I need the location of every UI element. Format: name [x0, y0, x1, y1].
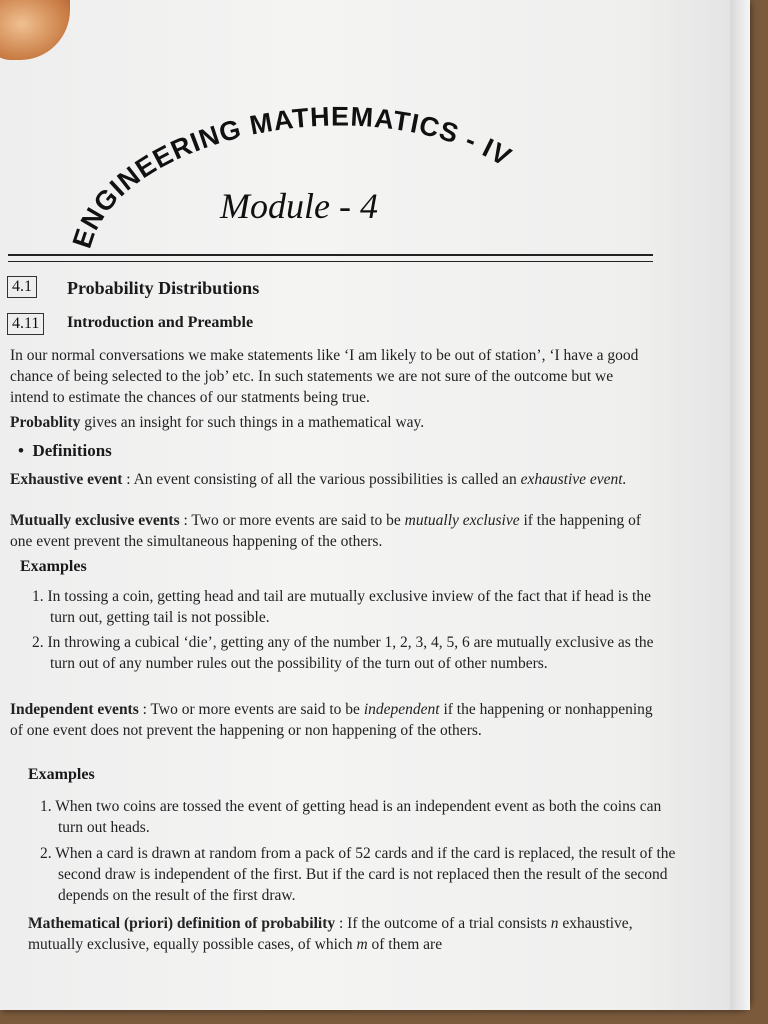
- independent-term: Independent events: [10, 701, 139, 718]
- mutual-text2: if the happening of one event prevent the simultaneous happening of the others.: [10, 512, 641, 550]
- arc-title-text: ENGINEERING MATHEMATICS - IV: [66, 101, 517, 252]
- arc-title: [60, 70, 600, 270]
- exhaustive-sep: :: [122, 471, 134, 488]
- section-number-4-11: 4.11: [7, 313, 44, 335]
- example-item: 1. In tossing a coin, getting head and tail are mutually exclusive inview of the fact that if head is the turn out, getting tail is not possible.: [32, 588, 651, 626]
- exhaustive-italic: exhaustive event.: [520, 471, 627, 488]
- section-title-4-1: Probability Distributions: [67, 278, 260, 298]
- mathematical-text3: of them are: [367, 936, 443, 953]
- header-rule-thick: [8, 254, 653, 256]
- example-item: 2. When a card is drawn at random from a pack of 52 cards and if the card is replaced, the result of the second draw is independent of the first. But if the card is not replaced then the result of the second depends on the result of the first draw.: [40, 845, 676, 904]
- probability-term: Probablity: [10, 414, 81, 431]
- mathematical-text1: If the outcome of a trial consists: [347, 915, 551, 932]
- section-number-4-1: 4.1: [7, 276, 37, 298]
- examples-heading-2: Examples: [28, 766, 95, 783]
- mutual-term: Mutually exclusive events: [10, 512, 180, 529]
- example-item: 1. When two coins are tossed the event of getting head is an independent event as both the coins can turn out heads.: [40, 798, 662, 836]
- exhaustive-term: Exhaustive event: [10, 471, 123, 488]
- mutual-text1: Two or more events are said to be: [191, 512, 405, 529]
- mathematical-definition: [28, 913, 660, 955]
- probability-paragraph: [10, 412, 655, 433]
- definitions-heading: [18, 441, 112, 461]
- mathematical-term: Mathematical (priori) definition of probability: [28, 915, 336, 932]
- independent-text2: if the happening or nonhappening of one event does not prevent the happening or non happening of the others.: [10, 701, 653, 739]
- independent-text1: Two or more events are said to be: [150, 701, 364, 718]
- mutual-italic: mutually exclusive: [404, 512, 520, 529]
- mathematical-sep: :: [335, 915, 348, 932]
- definitions-bullet: •: [18, 441, 24, 460]
- examples-heading-1: Examples: [20, 558, 87, 575]
- module-title: Module - 4: [220, 186, 378, 226]
- mathematical-text2: exhaustive, mutually exclusive, equally possible cases, of which: [28, 915, 633, 953]
- independent-sep: :: [138, 701, 151, 718]
- mutual-sep: :: [179, 512, 192, 529]
- exhaustive-text: An event consisting of all the various possibilities is called an: [133, 471, 521, 488]
- mutually-exclusive-definition: [10, 510, 655, 552]
- probability-text: gives an insight for such things in a mathematical way.: [80, 414, 425, 431]
- section-title-4-11: Introduction and Preamble: [67, 314, 254, 331]
- definitions-label: Definitions: [32, 441, 112, 460]
- intro-paragraph: In our normal conversations we make statements like ‘I am likely to be out of station’, ‘I have a good chance of being selected to the job’ etc. In such statements we are not sure of the outcome but we intend to estimate the chances of our statments being true.: [10, 347, 639, 406]
- page-edge: [730, 0, 750, 1010]
- header-rule-thin: [8, 261, 653, 262]
- independent-italic: independent: [363, 701, 440, 718]
- mathematical-m: m: [356, 936, 368, 953]
- independent-events-definition: [10, 699, 655, 741]
- mathematical-n: n: [550, 915, 559, 932]
- example-item: 2. In throwing a cubical ‘die’, getting any of the number 1, 2, 3, 4, 5, 6 are mutually exclusive as the turn out of any number rules out the possibility of the turn out of other numbers.: [32, 634, 654, 672]
- exhaustive-event-definition: [10, 469, 655, 490]
